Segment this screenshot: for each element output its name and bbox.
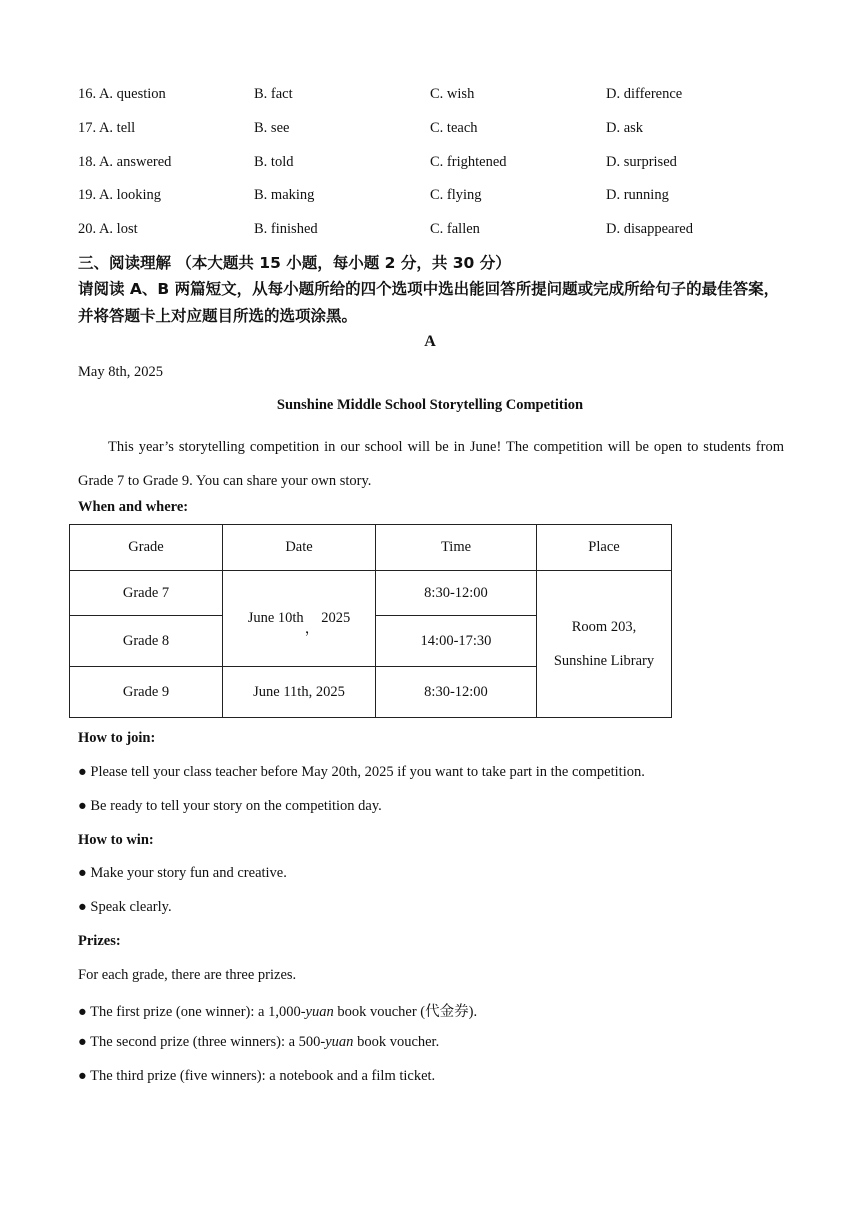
time-cell: 14:00-17:30 — [376, 616, 537, 667]
when-where-label: When and where: — [78, 499, 189, 515]
grade-cell: Grade 8 — [70, 616, 223, 667]
section-title: 三、阅读理解 （本大题共 15 小题，每小题 2 分，共 30 分） — [78, 254, 511, 272]
option-b: B. told — [254, 153, 294, 170]
option-c: C. fallen — [430, 221, 480, 238]
join-item: ● Please tell your class teacher before May 20th, 2025 if you want to take part in the competition. — [78, 764, 645, 780]
passage-letter: A — [424, 333, 436, 350]
option-c: C. flying — [430, 187, 482, 204]
option-b: B. finished — [254, 221, 318, 238]
prize-intro: For each grade, there are three prizes. — [78, 967, 297, 983]
grade-cell: Grade 9 — [70, 667, 223, 718]
option-row — [78, 120, 798, 154]
option-d: D. ask — [606, 119, 644, 136]
option-a: 19. A. looking — [78, 187, 161, 204]
prize-item-first — [78, 1000, 477, 1021]
prize-text: book voucher (代金券). — [333, 1004, 478, 1020]
option-c: C. frightened — [430, 153, 507, 170]
win-item: ● Speak clearly. — [78, 899, 172, 915]
prize-item-third: ● The third prize (five winners): a notebook and a film ticket. — [78, 1068, 436, 1084]
date-year: 2025 — [321, 610, 351, 626]
win-item: ● Make your story fun and creative. — [78, 865, 287, 881]
place-room: Room 203, — [571, 619, 637, 635]
section-instructions: 请阅读 A、B 两篇短文，从每小题所给的四个选项中选出能回答所提问题或完成所给句子的最佳答案，并将答题卡上对应题目所选的选项涂黑。 — [78, 280, 780, 325]
table-header-row — [70, 525, 672, 571]
place-library: Sunshine Library — [553, 653, 655, 669]
yuan-word: yuan — [305, 1004, 334, 1020]
option-d: D. disappeared — [606, 221, 693, 238]
option-c: C. teach — [430, 119, 478, 136]
header-date: Date — [223, 525, 376, 571]
date-day: June 10th — [247, 610, 304, 626]
how-to-win-label: How to win: — [78, 832, 154, 848]
date-cell — [223, 571, 376, 667]
header-place: Place — [537, 525, 672, 571]
option-a: 17. A. tell — [78, 119, 136, 136]
prize-item-second — [78, 1034, 439, 1051]
header-grade: Grade — [70, 525, 223, 571]
option-b: B. fact — [254, 86, 293, 102]
prize-text: ● The first prize (one winner): a 1,000- — [78, 1004, 306, 1020]
place-cell — [537, 571, 672, 718]
option-c: C. wish — [430, 86, 475, 102]
date-comma: ， — [304, 621, 320, 637]
table-row — [70, 571, 672, 616]
header-time: Time — [376, 525, 537, 571]
prize-text: book voucher. — [353, 1034, 440, 1050]
option-row — [78, 221, 798, 255]
option-d: D. surprised — [606, 153, 677, 170]
notice-heading: Sunshine Middle School Storytelling Competition — [276, 397, 584, 413]
time-cell: 8:30-12:00 — [376, 571, 537, 616]
option-row — [78, 154, 798, 188]
date-text — [247, 610, 351, 637]
answer-options — [78, 86, 798, 255]
yuan-word: yuan — [325, 1034, 354, 1050]
date-cell: June 11th, 2025 — [223, 667, 376, 718]
prizes-label: Prizes: — [78, 933, 121, 949]
schedule-table — [69, 524, 672, 718]
option-a: 16. A. question — [78, 86, 166, 102]
notice-intro: This year’s storytelling competition in our school will be in June! The competition will be open to students from Grade 7 to Grade 9. You can share your own story. — [78, 439, 784, 489]
option-d: D. difference — [606, 86, 683, 102]
option-row — [78, 86, 798, 120]
grade-cell: Grade 7 — [70, 571, 223, 616]
time-cell: 8:30-12:00 — [376, 667, 537, 718]
option-b: B. see — [254, 119, 290, 136]
prize-text: ● The second prize (three winners): a 500- — [78, 1034, 326, 1050]
option-b: B. making — [254, 187, 315, 204]
notice-date: May 8th, 2025 — [78, 364, 163, 380]
how-to-join-label: How to join: — [78, 730, 156, 746]
option-a: 18. A. answered — [78, 153, 172, 170]
option-d: D. running — [606, 187, 669, 204]
option-a: 20. A. lost — [78, 221, 138, 238]
option-row — [78, 187, 798, 221]
join-item: ● Be ready to tell your story on the competition day. — [78, 798, 382, 814]
